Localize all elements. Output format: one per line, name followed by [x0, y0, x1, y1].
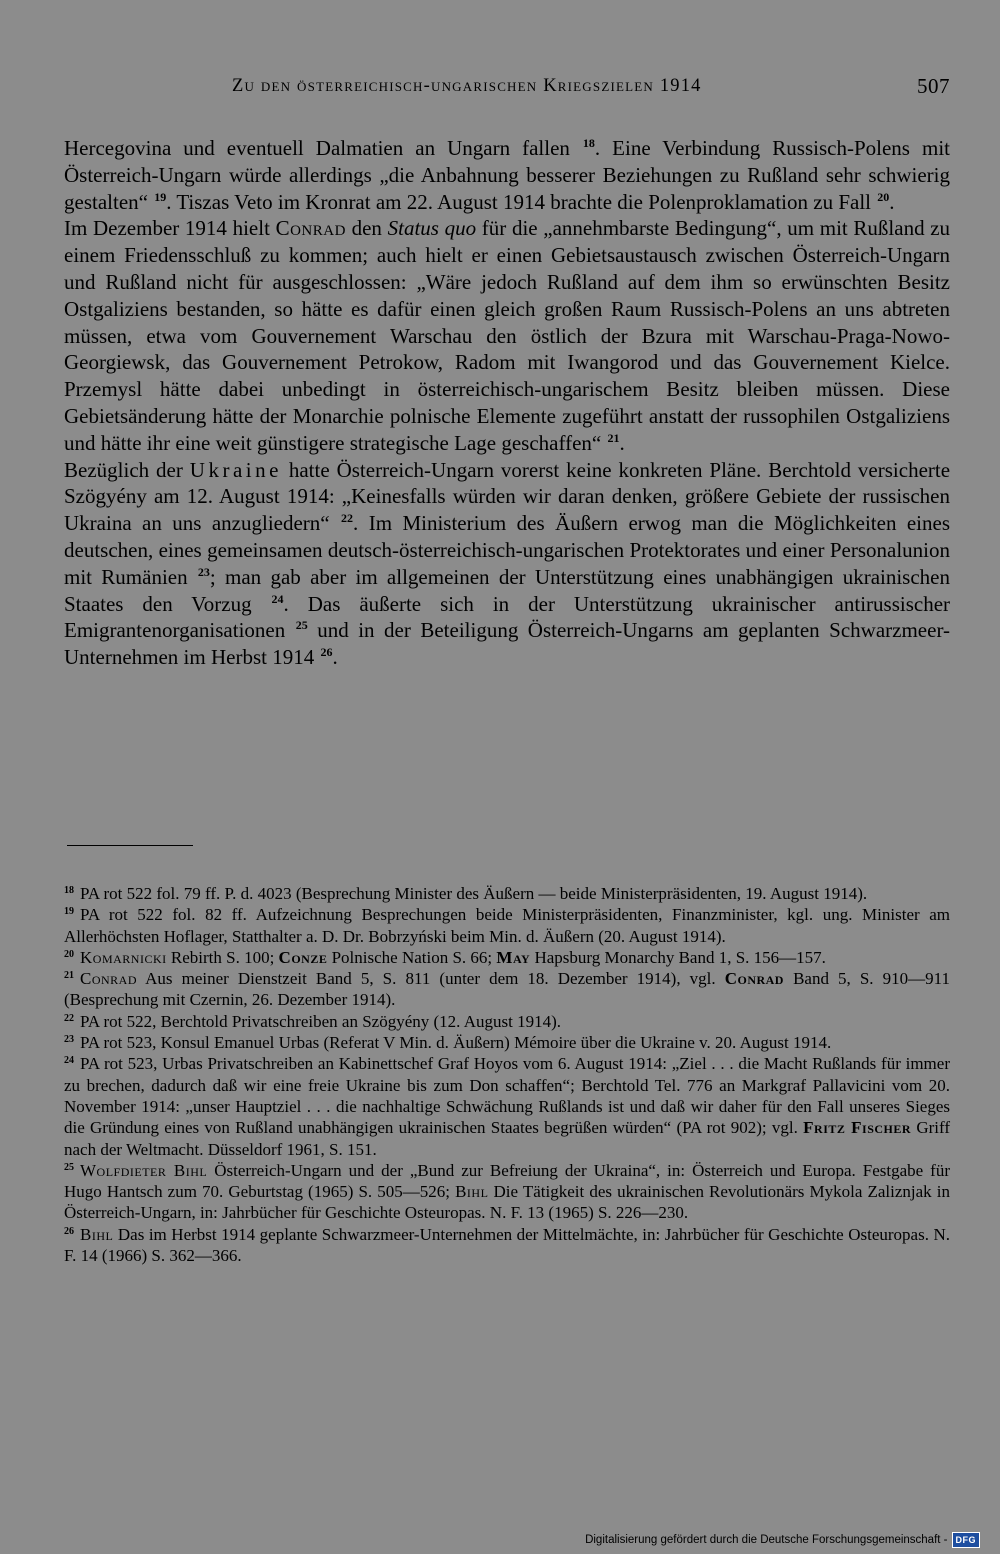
text-span: für die „annehmbarste Bedingung“, um mit Rußland zu einem Friedensschluß zu kommen; auch hielt er einen Gebietsaustausch zwischen Österreich-Ungarn und Rußland nicht für ausgeschlossen: „Wäre jedoch Rußland auf dem ihm so erwünschten Besitz Ostgaliziens bestanden, so hätte es dafür einen gleich großen Raum Russisch-Polens an uns abtreten müssen, etwa vom Gouvernement Warschau den östlich der Bzura mit Warschau-Praga-Nowo-Georgiewsk, das Gouvernement Petrokow, Radom mit Iwangorod und das Gouvernement Kielce. Przemysl hätte dabei unbedingt in österreichisch-ungarischem Besitz bleiben müssen. Diese Gebietsänderung hätte der Monarchie polnische Elemente zugeführt anstatt der russophilen Ostgaliziens und hätte ihr eine weit günstigere strategische Lage geschaffen“	[64, 216, 951, 455]
running-title: Zu den österreichisch-ungarischen Kriegszielen 1914	[232, 76, 702, 96]
footnote-23	[64, 1032, 950, 1053]
footnote-text: Polnische Nation S. 66;	[331, 947, 493, 967]
footnote-number: 26	[64, 1225, 74, 1237]
footnote-22	[64, 1011, 950, 1032]
footnote-21	[64, 968, 950, 1011]
author-name: Fritz Fischer	[803, 1118, 912, 1138]
italic-term: Status quo	[387, 216, 477, 241]
author-name: Komarnicki	[80, 947, 167, 967]
text-span: . Das äußerte sich in der Unterstützung ukrainischer antirussischer Emigrantenorganisationen	[64, 591, 951, 643]
footnote-text: PA rot 522 fol. 82 ff. Aufzeichnung Besprechungen beide Ministerpräsidenten, Finanzminister, kgl. ung. Minister am Allerhöchsten Hoflager, Statthalter a. D. Dr. Bobrzyński beim Min. d. Äußern (20. August 1914).	[64, 905, 950, 946]
footnote-text: PA rot 522, Berchtold Privatschreiben an Szögyény (12. August 1914).	[80, 1011, 561, 1031]
text-span: und in der Beteiligung Österreich-Ungarns am geplanten Schwarzmeer-Unternehmen im Herbst 1914	[64, 618, 951, 670]
footnote-19	[64, 904, 950, 947]
author-name: Wolfdieter Bihl	[80, 1160, 208, 1180]
author-name: Conrad	[275, 216, 346, 241]
footnote-text: Griff nach der Weltmacht. Düsseldorf 1961, S. 151.	[64, 1118, 950, 1159]
text-span: Bezüglich der	[64, 457, 183, 482]
footnote-ref: 24	[271, 591, 284, 606]
main-text	[64, 135, 950, 671]
footnote-ref: 26	[320, 645, 333, 660]
text-span: Im Dezember 1914 hielt	[64, 216, 270, 241]
author-name: Conrad	[80, 969, 138, 989]
paragraph-3	[64, 457, 950, 671]
footnote-text: Die Tätigkeit des ukrainischen Revolutionärs Mykola Zaliznjak in Österreich-Ungarn, in: Jahrbücher für Geschichte Osteuropas. N. F. 13 (1965) S. 226—230.	[64, 1182, 950, 1223]
footnote-20	[64, 947, 950, 968]
dfg-logo-icon: DFG	[952, 1532, 981, 1548]
footnote-text: Band 5, S. 910—911 (Besprechung mit Czernin, 26. Dezember 1914).	[64, 969, 950, 1010]
footnote-number: 18	[64, 885, 74, 896]
paragraph-1	[64, 135, 950, 215]
footnote-18	[64, 883, 950, 904]
footnote-number: 25	[64, 1161, 74, 1173]
footnote-ref: 21	[607, 430, 620, 445]
text-span: ; man gab aber im allgemeinen der Unterstützung eines unabhängigen ukrainischen Staates den Vorzug	[64, 564, 950, 616]
footnote-ref: 20	[877, 189, 890, 204]
footnote-number: 20	[64, 948, 74, 960]
text-span: den	[351, 216, 382, 241]
author-name: May	[496, 947, 531, 967]
page-number: 507	[917, 74, 950, 98]
footnote-text: Hapsburg Monarchy Band 1, S. 156—157.	[534, 947, 826, 967]
footnote-text: Das im Herbst 1914 geplante Schwarzmeer-Unternehmen der Mittelmächte, in: Jahrbücher für Geschichte Osteuropas. N. F. 14 (1966) S. 362—366.	[64, 1224, 951, 1266]
footnote-number: 19	[64, 906, 74, 918]
text-span: hatte Österreich-Ungarn vorerst keine konkreten Pläne. Berchtold versicherte Szögyény am 12. August 1914: „Keinesfalls würden wir daran denken, größere Gebiete der russischen Ukraina an uns anzugliedern“	[64, 457, 951, 536]
footnote-ref: 19	[154, 189, 167, 204]
footnote-text: PA rot 523, Konsul Emanuel Urbas (Referat V Min. d. Äußern) Mémoire über die Ukraine v. 20. August 1914.	[80, 1033, 832, 1053]
author-name: Conrad	[724, 969, 784, 989]
footnote-24	[64, 1053, 950, 1159]
digitization-credit	[585, 1532, 980, 1548]
footnote-25	[64, 1160, 950, 1224]
paragraph-2	[64, 215, 950, 456]
footnote-number: 24	[64, 1055, 74, 1067]
text-span: . Tiszas Veto im Kronrat am 22. August 1914 brachte die Polenproklamation zu Fall	[166, 189, 872, 214]
page-header	[60, 76, 950, 106]
footnote-text: Österreich-Ungarn und der „Bund zur Befreiung der Ukraina“, in: Österreich und Europa. Festgabe für Hugo Hantsch zum 70. Geburtstag (1965) S. 505—526;	[64, 1160, 950, 1202]
credit-text: Digitalisierung gefördert durch die Deutsche Forschungsgemeinschaft -	[585, 1534, 948, 1546]
author-name: Bihl	[80, 1224, 114, 1244]
text-span: . Im Ministerium des Äußern erwog man die Möglichkeiten eines deutschen, eines gemeinsamen deutsch-österreichisch-ungarischen Protektorates und einer Personalunion mit Rumänien	[64, 511, 951, 589]
text-span: . Eine Verbindung Russisch-Polens mit Österreich-Ungarn würde allerdings „die Anbahnung besserer Beziehungen zu Rußland sehr schwierig gestalten“	[64, 136, 951, 214]
footnote-number: 23	[64, 1034, 74, 1046]
footnote-26	[64, 1224, 950, 1267]
footnote-ref: 25	[295, 618, 308, 633]
footnote-number: 22	[64, 1012, 74, 1024]
footnote-ref: 23	[197, 564, 210, 579]
text-span: .	[619, 430, 625, 455]
text-span: .	[889, 189, 895, 214]
text-span: Hercegovina und eventuell Dalmatien an Ungarn fallen	[64, 136, 570, 160]
footnote-text: Rebirth S. 100;	[170, 947, 275, 967]
footnote-text: Aus meiner Dienstzeit Band 5, S. 811 (unter dem 18. Dezember 1914), vgl.	[145, 969, 716, 989]
footnote-ref: 22	[341, 511, 354, 526]
footnotes	[64, 883, 950, 1266]
footnote-text: PA rot 523, Urbas Privatschreiben an Kabinettschef Graf Hoyos vom 6. August 1914: „Ziel . . . die Macht Rußlands für immer zu brechen, dadurch daß wir eine freie Ukraine bis zum Don schaffen“; Berchtold Tel. 776 an Markgraf Pallavicini vom 20. November 1914: „unser Hauptziel . . . die nachhaltige Schwächung Rußlands ist und daß wir daher für den Fall unseres Sieges die Gründung eines von Rußland unabhängigen ukrainischen Staates begrüßen würden“ (PA rot 902); vgl.	[64, 1054, 950, 1138]
footnote-number: 21	[64, 970, 74, 982]
author-name: Bihl	[455, 1182, 489, 1202]
footnote-text: PA rot 522 fol. 79 ff. P. d. 4023 (Besprechung Minister des Äußern — beide Ministerpräsidenten, 19. August 1914).	[80, 884, 868, 903]
footnote-ref: 18	[582, 136, 595, 150]
footnote-divider	[67, 845, 193, 846]
text-span: .	[332, 645, 338, 670]
author-name: Conze	[278, 947, 328, 967]
spaced-term: Ukraine	[189, 457, 282, 482]
